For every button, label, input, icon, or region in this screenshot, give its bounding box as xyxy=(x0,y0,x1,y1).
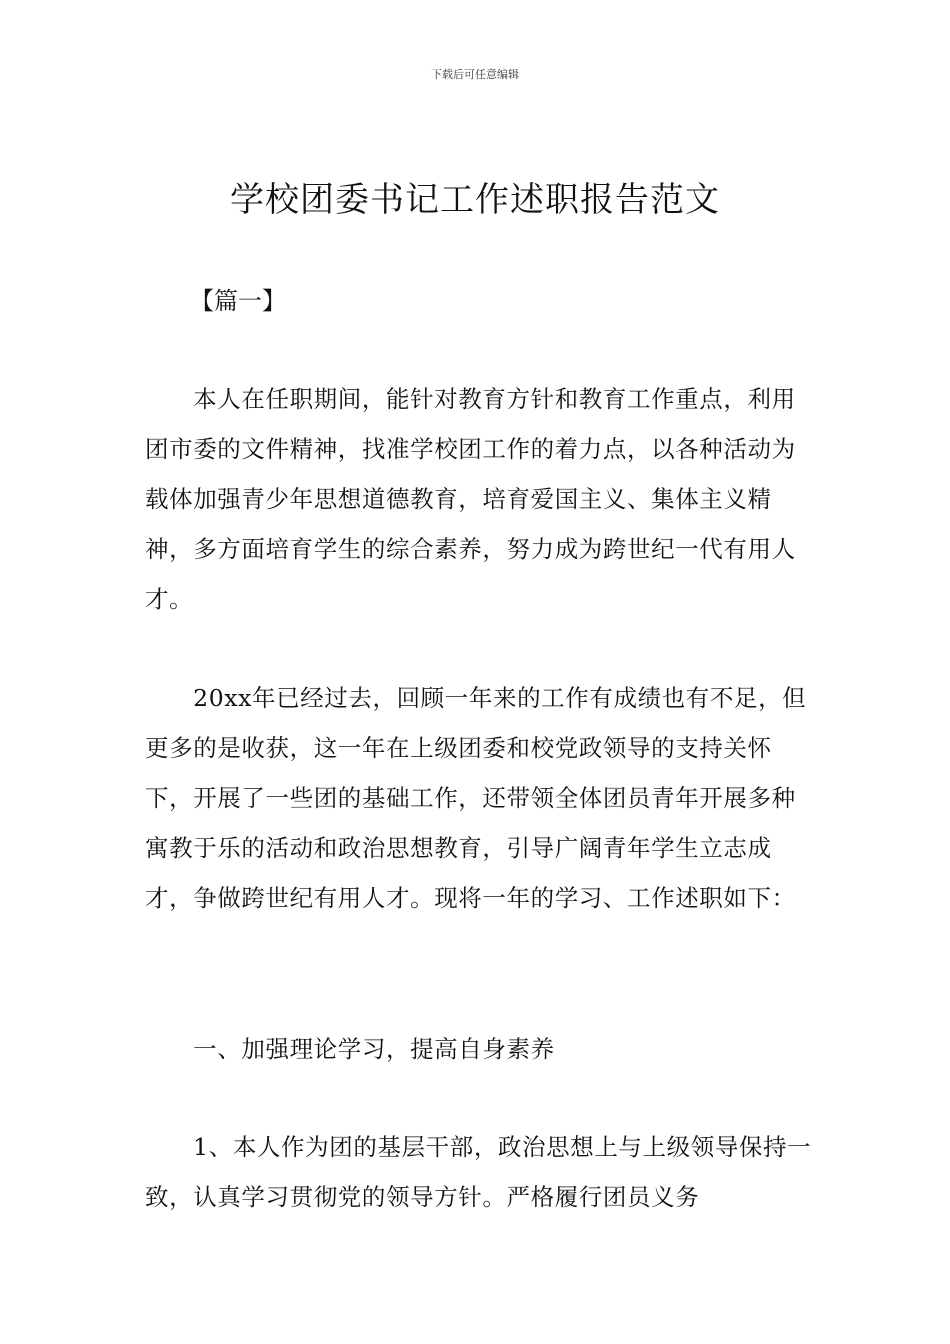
body-paragraph-1: 本人在任职期间，能针对教育方针和教育工作重点，利用团市委的文件精神，找准学校团工作的着力点，以各种活动为载体加强青少年思想道德教育，培育爱国主义、集体主义精神，多方面培育学生的综合素养，努力成为跨世纪一代有用人才。 xyxy=(145,385,796,613)
body-paragraph-2: 20xx年已经过去，回顾一年来的工作有成绩也有不足，但更多的是收获，这一年在上级团委和校党政领导的支持关怀下，开展了一些团的基础工作，还带领全体团员青年开展多种寓教于乐的活动和政治思想教育，引导广阔青年学生立志成才，争做跨世纪有用人才。现将一年的学习、工作述职如下： xyxy=(145,684,807,912)
body-paragraph-3: 1、本人作为团的基层干部，政治思想上与上级领导保持一致，认真学习贯彻党的领导方针。严格履行团员义务 xyxy=(145,1133,812,1211)
header-note: 下载后可任意编辑 xyxy=(431,68,519,81)
section-label: 【篇一】 xyxy=(190,287,286,315)
document-title: 学校团委书记工作述职报告范文 xyxy=(230,180,720,220)
section-heading-1: 一、加强理论学习，提高自身素养 xyxy=(193,1035,555,1063)
